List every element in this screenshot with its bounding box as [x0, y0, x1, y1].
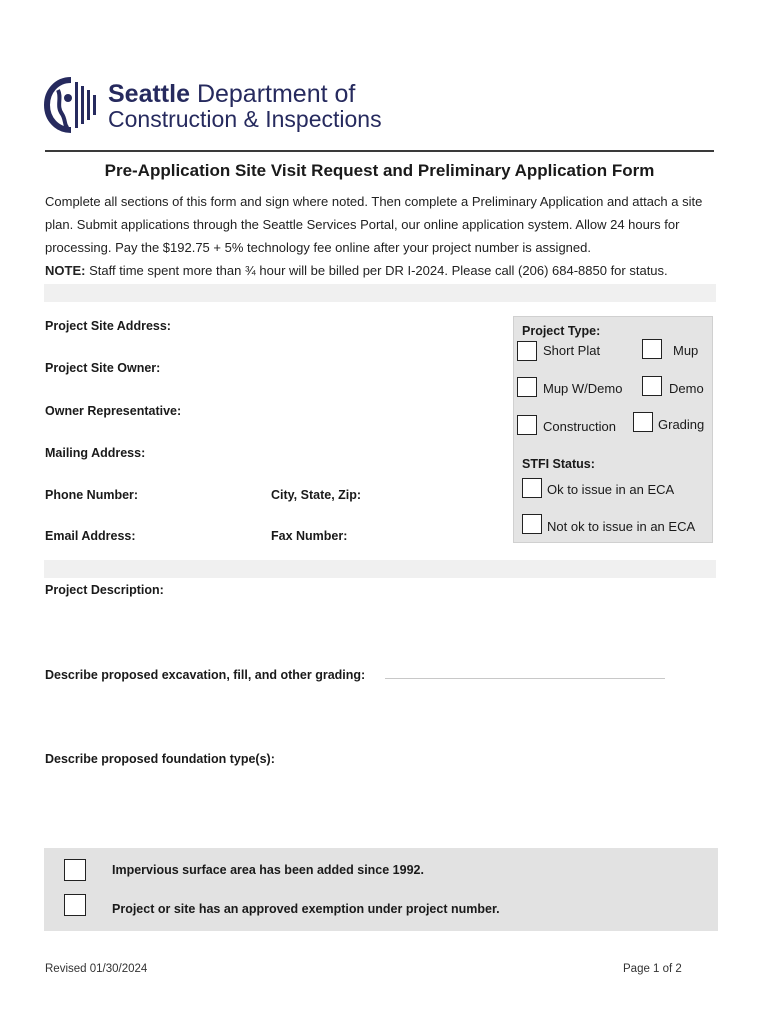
note-label: NOTE:	[45, 263, 86, 278]
fax-number-label: Fax Number:	[271, 529, 348, 543]
grading-label: Grading	[658, 417, 705, 432]
stfi-status-heading: STFI Status:	[522, 457, 595, 471]
page-number: Page 1 of 2	[623, 963, 682, 975]
section-divider-top	[44, 284, 716, 302]
grading-description-label: Describe proposed excavation, fill, and other grading:	[45, 668, 366, 682]
owner-representative-label: Owner Representative:	[45, 404, 182, 418]
impervious-label: Impervious surface area has been added since 1992.	[112, 863, 424, 877]
project-site-address-label: Project Site Address:	[45, 319, 171, 333]
stfi-not-ok-checkbox[interactable]	[522, 514, 542, 534]
section-divider-middle	[44, 560, 716, 578]
header-rule	[45, 150, 714, 152]
intro-text: Complete all sections of this form and sign where noted. Then complete a Preliminary Application and attach a site plan. Submit applications through the Seattle Services Portal, our online application system. Allow 24 hours for processing. Pay the $192.75 + 5% technology fee online after your project number is assigned.	[45, 194, 703, 255]
project-description-label: Project Description:	[45, 583, 164, 597]
mailing-address-label: Mailing Address:	[45, 446, 146, 460]
form-title: Pre-Application Site Visit Request and Preliminary Application Form	[104, 161, 655, 180]
construction-checkbox[interactable]	[517, 415, 537, 435]
city-state-zip-label: City, State, Zip:	[271, 488, 362, 502]
revised-date: Revised 01/30/2024	[45, 963, 148, 975]
mup-label: Mup	[673, 343, 699, 358]
stfi-ok-checkbox[interactable]	[522, 478, 542, 498]
short-plat-label: Short Plat	[543, 343, 601, 358]
demo-checkbox[interactable]	[642, 376, 662, 396]
mup-checkbox[interactable]	[642, 339, 662, 359]
construction-label: Construction	[543, 419, 616, 434]
logo-text-dept: Department of	[196, 80, 356, 108]
logo-text-line2: Construction & Inspections	[108, 106, 382, 132]
intro-paragraph	[45, 190, 717, 282]
stfi-not-ok-label: Not ok to issue in an ECA	[547, 519, 696, 534]
seattle-logo-icon	[44, 76, 98, 134]
email-address-label: Email Address:	[45, 529, 136, 543]
exemption-checkbox[interactable]	[64, 894, 86, 916]
stfi-ok-label: Ok to issue in an ECA	[547, 482, 675, 497]
certification-panel	[44, 848, 718, 931]
grading-description-line[interactable]	[385, 678, 665, 679]
grading-checkbox[interactable]	[633, 412, 653, 432]
mup-w-demo-label: Mup W/Demo	[543, 381, 623, 396]
project-site-owner-label: Project Site Owner:	[45, 361, 161, 375]
demo-label: Demo	[669, 381, 704, 396]
note-text: Staff time spent more than ¾ hour will be billed per DR I-2024. Please call (206) 684-8850 for status.	[89, 263, 668, 278]
short-plat-checkbox[interactable]	[517, 341, 537, 361]
mup-w-demo-checkbox[interactable]	[517, 377, 537, 397]
phone-number-label: Phone Number:	[45, 488, 139, 502]
exemption-label: Project or site has an approved exemption under project number.	[112, 902, 500, 916]
logo-text-line1	[108, 80, 355, 108]
foundation-description-label: Describe proposed foundation type(s):	[45, 752, 275, 766]
impervious-checkbox[interactable]	[64, 859, 86, 881]
logo-text-bold: Seattle	[108, 80, 190, 108]
project-type-heading: Project Type:	[522, 324, 601, 338]
